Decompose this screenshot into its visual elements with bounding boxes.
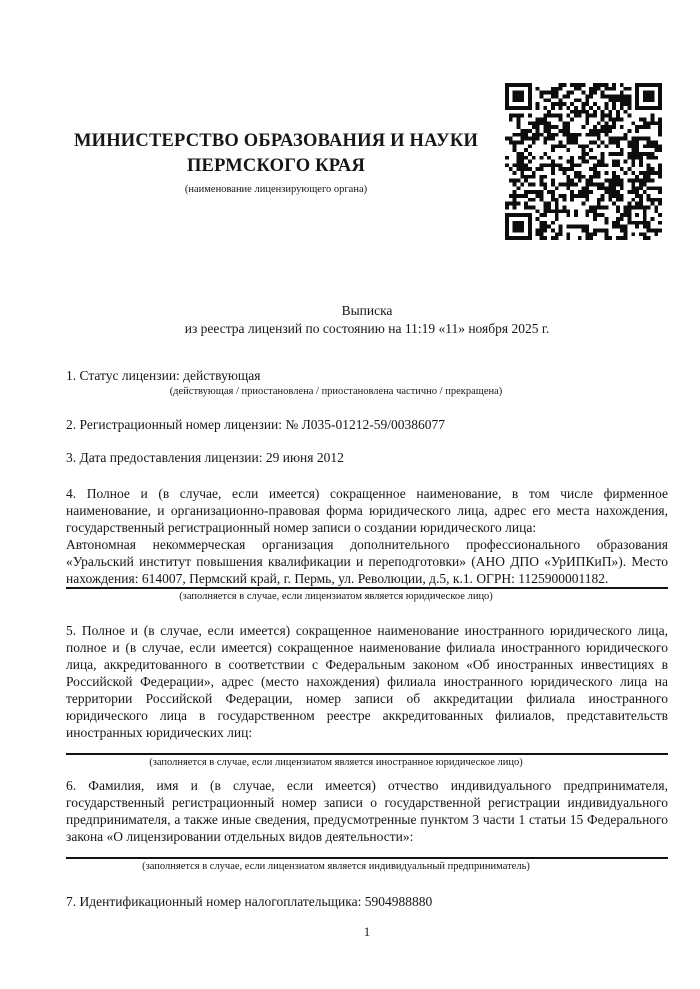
page-number: 1 [363,925,371,939]
legal-entity-field-value: Автономная некоммерческая организация дополнительного профессионального образования «Уральский институт повышения квалификации и переподготовки» (АНО ДПО «УрИПКиП»). Место нахождения: 614007, Пермский край, г. Пермь, ул. Революции, д.5, к.1. ОГРН: 1125900001182. [66,537,668,586]
taxpayer-id-line: 7. Идентификационный номер налогоплательщика: 5904988880 [66,894,433,909]
licensing-authority-header [66,129,486,196]
document-title-line2: из реестра лицензий по состоянию на 11:19 «11» ноября 2025 г. [184,320,550,336]
qr-code-icon [505,83,662,240]
legal-entity-field-label: 4. Полное и (в случае, если имеется) сокращенное наименование, в том числе фирменное наименование, и организационно-правовая форма юридического лица, адрес его места нахождения, государственный регистрационный номер записи о создании юридического лица: [66,486,668,535]
individual-entrepreneur-caption: (заполняется в случае, если лицензиатом является индивидуальный предприниматель) [142,861,530,872]
legal-entity-underline [66,587,668,589]
individual-entrepreneur-underline [66,857,668,859]
foreign-entity-field-label: 5. Полное и (в случае, если имеется) сокращенное наименование иностранного юридического лица, полное и (в случае, если имеется) сокращенное наименование филиала иностранного юридического лица, аккредитованного в соответствии с Федеральным законом «Об иностранных инвестициях в Российской Федерации», адрес (место нахождения) филиала иностранного юридического лица на территории Российской Федерации, номер записи об аккредитации филиала иностранного юридического лица в государственном реестре аккредитованных филиалов, представительств иностранных юридических лиц: [66,623,668,740]
document-title-line1: Выписка [341,303,393,318]
ministry-name-line2: ПЕРМСКОГО КРАЯ [186,156,366,176]
individual-entrepreneur-field-label: 6. Фамилия, имя и (в случае, если имеется) отчество индивидуального предпринимателя, государственный регистрационный номер записи о государственной регистрации индивидуального предпринимателя, а также иные сведения, предусмотренные пунктом 3 части 1 статьи 15 Федерального закона «О лицензировании отдельных видов деятельности»: [66,778,668,844]
license-status-options-caption: (действующая / приостановлена / приостановлена частично / прекращена) [169,386,503,397]
ministry-name [66,129,486,179]
individual-entrepreneur-section [66,777,668,873]
registration-number-line: 2. Регистрационный номер лицензии: № Л035-01212-59/00386077 [66,417,446,432]
legal-entity-section [66,485,668,603]
legal-entity-caption: (заполняется в случае, если лицензиатом является юридическое лицо) [179,591,493,602]
foreign-entity-section [66,622,668,769]
ministry-name-line1: МИНИСТЕРСТВО ОБРАЗОВАНИЯ И НАУКИ [73,131,479,151]
ministry-name-caption: (наименование лицензирующего органа) [184,184,368,195]
foreign-entity-caption: (заполняется в случае, если лицензиатом является иностранное юридическое лицо) [149,757,523,768]
license-grant-date-line: 3. Дата предоставления лицензии: 29 июня 2012 [66,450,344,465]
document-title [66,302,668,337]
foreign-entity-underline [66,753,668,755]
license-status-line: 1. Статус лицензии: действующая [66,368,261,383]
